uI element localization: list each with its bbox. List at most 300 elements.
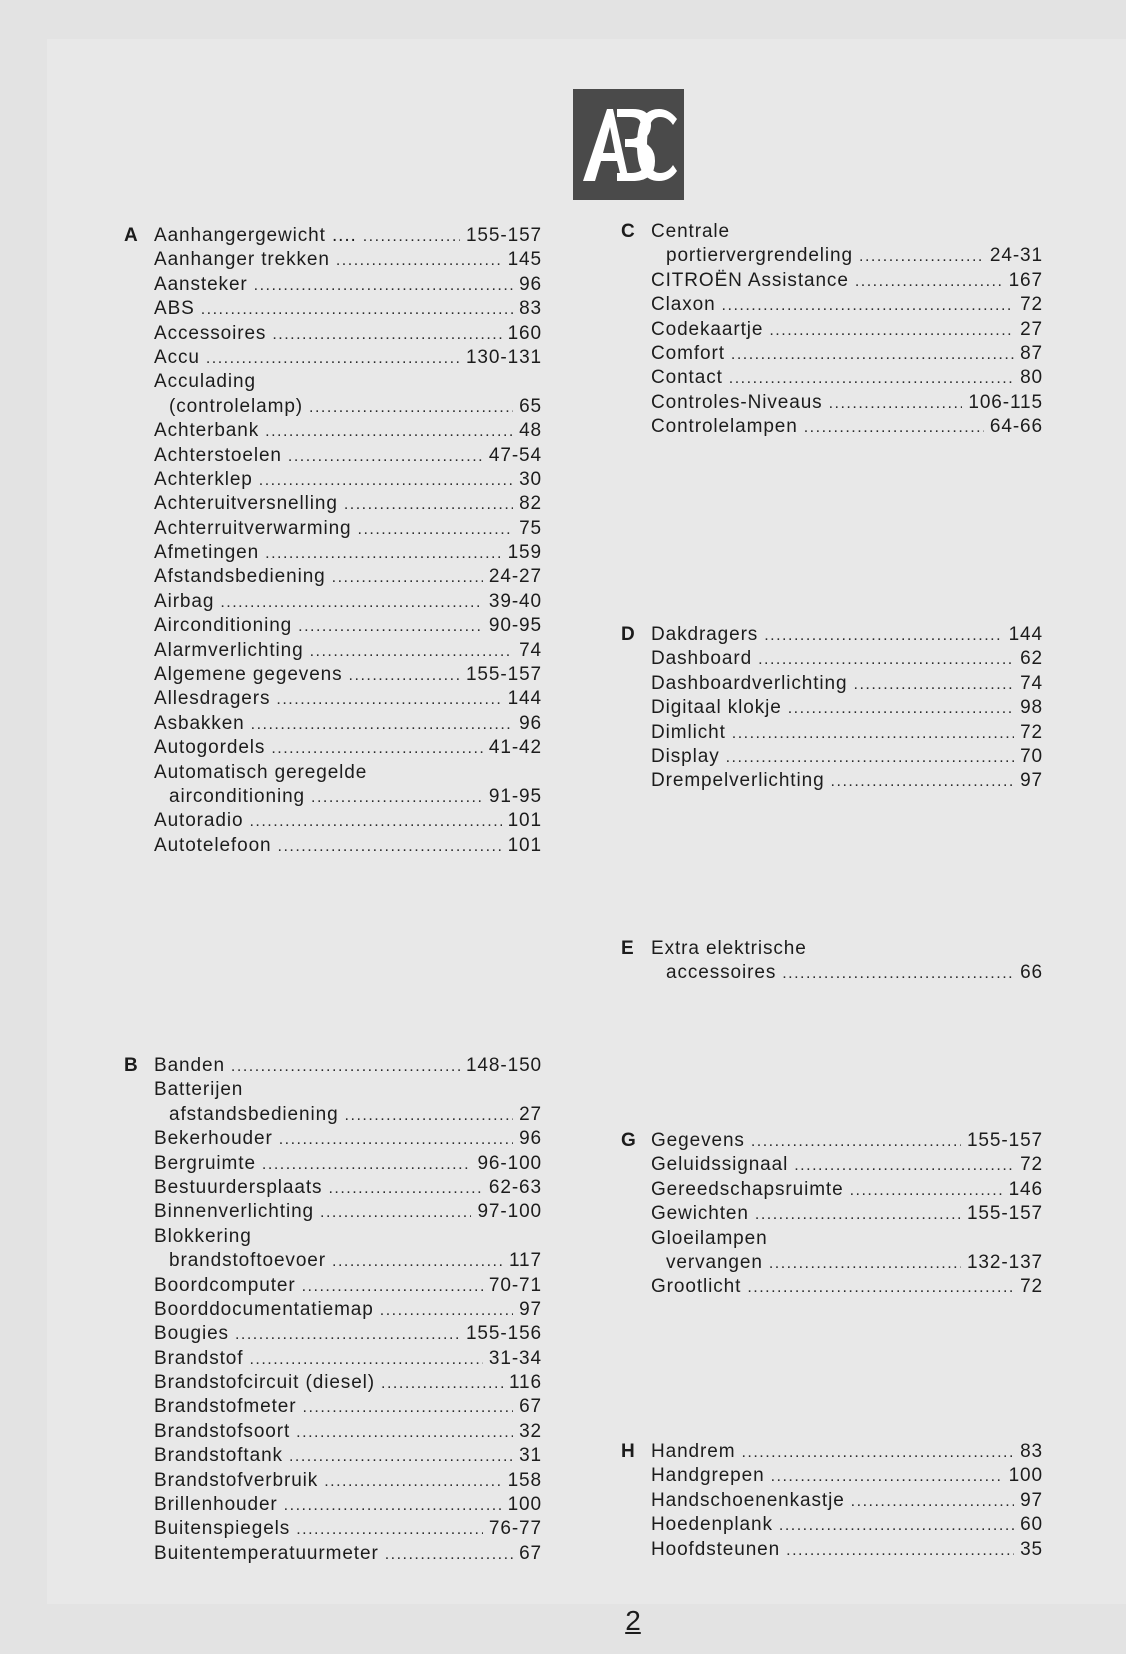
index-entry [154, 639, 542, 663]
section-letter: G [621, 1130, 636, 1151]
index-entry [154, 419, 542, 443]
entry-row [651, 745, 1043, 769]
entry-label: Alarmverlichting [154, 639, 304, 661]
index-entry [154, 248, 542, 272]
entry-label: Handrem [651, 1441, 736, 1462]
entry-label: Airconditioning [154, 615, 293, 637]
index-entry [154, 444, 542, 468]
entry-label: Buitenspiegels [154, 1518, 291, 1540]
entry-page: 144 [507, 688, 542, 710]
entry-page: 100 [1008, 1465, 1043, 1487]
dot-leader [284, 1494, 502, 1518]
page-number: 2 [625, 1605, 641, 1636]
entry-row [154, 1444, 542, 1468]
entry-label: Hoedenplank [651, 1514, 773, 1536]
dot-leader [769, 1252, 961, 1276]
entry-row [154, 1347, 542, 1371]
entry-page: 27 [519, 1103, 542, 1125]
dot-leader [788, 697, 1014, 721]
dot-leader [831, 770, 1015, 794]
entry-row [651, 415, 1043, 439]
entry-row [154, 736, 542, 760]
entry-label: Achterruitverwarming [154, 517, 352, 539]
index-entry [651, 937, 1043, 986]
entry-label: Autotelefoon [154, 834, 272, 856]
index-entry [651, 1440, 1043, 1464]
entry-label: Gereedschapsruimte [651, 1178, 844, 1200]
entry-sublabel: airconditioning [169, 785, 306, 807]
section-entries [651, 623, 1043, 794]
entry-label: Dakdragers [651, 624, 759, 645]
entry-row [154, 1176, 542, 1200]
entry-page: 96-100 [477, 1152, 542, 1174]
dot-leader [296, 1518, 483, 1542]
entry-row [154, 1322, 542, 1346]
index-entry [154, 1274, 542, 1298]
index-entry [154, 1298, 542, 1322]
index-entry [154, 468, 542, 492]
dot-leader [747, 1276, 1014, 1300]
section-entries [651, 1440, 1043, 1562]
index-entry [154, 761, 542, 810]
entry-sublabel: vervangen [666, 1251, 763, 1273]
entry-page: 31 [519, 1445, 542, 1467]
index-entry [154, 322, 542, 346]
dot-leader [296, 1421, 513, 1445]
entry-label: Bergruimte [154, 1152, 256, 1174]
entry-row [651, 647, 1043, 671]
dot-leader [298, 615, 483, 639]
entry-row [154, 1200, 542, 1224]
entry-label: Blokkering [154, 1225, 252, 1247]
entry-row [154, 346, 542, 370]
entry-sublabel: (controlelamp) [169, 395, 304, 417]
entry-page: 101 [507, 810, 542, 832]
entry-row [154, 273, 542, 297]
entry-page: 96 [519, 273, 542, 295]
entry-page: 24-27 [488, 566, 542, 588]
entry-page: 72 [1020, 721, 1043, 743]
entry-page: 97 [519, 1298, 542, 1320]
entry-row [154, 663, 542, 687]
dot-leader [272, 323, 501, 347]
index-entry [154, 834, 542, 858]
dot-leader [309, 396, 513, 420]
index-entry [154, 1493, 542, 1517]
entry-page: 155-157 [465, 225, 542, 246]
entry-label: Buitentemperatuurmeter [154, 1542, 379, 1564]
entry-row [154, 370, 542, 394]
entry-label: Brillenhouder [154, 1494, 278, 1516]
index-entry [651, 672, 1043, 696]
index-entry [154, 663, 542, 687]
entry-label: Brandstoftank [154, 1445, 283, 1467]
entry-row [651, 672, 1043, 696]
dot-leader [320, 1201, 471, 1225]
index-entry [651, 721, 1043, 745]
entry-label: Achterstoelen [154, 444, 282, 466]
dot-leader [332, 566, 483, 590]
entry-label: Boorddocumentatiemap [154, 1298, 374, 1320]
entry-page: 132-137 [966, 1251, 1043, 1273]
entry-row [651, 1202, 1043, 1226]
entry-page: 91-95 [488, 785, 542, 807]
index-entry [651, 1227, 1043, 1276]
entry-label: Claxon [651, 294, 716, 316]
entry-label: Acculading [154, 371, 256, 393]
index-entry [651, 1464, 1043, 1488]
entry-row [651, 1227, 1043, 1251]
entry-page: 96 [519, 1128, 542, 1150]
dot-leader [279, 1128, 513, 1152]
entry-page: 48 [519, 420, 542, 442]
index-entry [154, 492, 542, 516]
dot-leader [782, 962, 1014, 986]
entry-label: Drempelverlichting [651, 770, 825, 792]
index-entry [651, 1153, 1043, 1177]
index-entry [154, 614, 542, 638]
index-entry [154, 297, 542, 321]
entry-label: Hoofdsteunen [651, 1538, 781, 1560]
section-letter: E [621, 938, 634, 959]
dot-leader [235, 1323, 460, 1347]
entry-label: Dimlicht [651, 721, 726, 743]
entry-row [154, 1103, 542, 1127]
entry-label: Airbag [154, 590, 215, 612]
entry-page: 30 [519, 468, 542, 490]
dot-leader [265, 420, 513, 444]
dot-leader [349, 664, 460, 688]
entry-label: Algemene gegevens [154, 664, 343, 686]
entry-row [651, 1440, 1043, 1464]
dot-leader [231, 1055, 460, 1079]
dot-leader [786, 1539, 1014, 1563]
entry-row [154, 834, 542, 858]
dot-leader [751, 1130, 961, 1154]
dot-leader [741, 1441, 1014, 1465]
entry-page: 130-131 [465, 346, 542, 368]
entry-page: 72 [1020, 1276, 1043, 1298]
dot-leader [381, 1372, 503, 1396]
dot-leader [249, 1348, 482, 1372]
entry-label: Geluidssignaal [651, 1154, 789, 1176]
index-page [47, 39, 1126, 1636]
index-entry [651, 366, 1043, 390]
dot-leader [201, 298, 513, 322]
index-entry [651, 623, 1043, 647]
entry-row [154, 785, 542, 809]
entry-row [154, 1127, 542, 1151]
entry-row [154, 761, 542, 785]
entry-label: Gegevens [651, 1130, 745, 1151]
entry-page: 66 [1020, 962, 1043, 984]
entry-label: Brandstofverbruik [154, 1469, 319, 1491]
entry-row [651, 721, 1043, 745]
entry-label: Display [651, 745, 720, 767]
abc-logo [573, 89, 684, 200]
section-entries [154, 224, 542, 858]
dot-leader [758, 648, 1014, 672]
entry-sublabel: portiervergrendeling [666, 245, 853, 267]
dot-leader [345, 1104, 514, 1128]
entry-label: Achterklep [154, 468, 253, 490]
dot-leader [859, 245, 984, 269]
entry-label: Achterbank [154, 420, 260, 442]
section-letter: B [124, 1055, 138, 1076]
entry-label: Dashboard [651, 648, 753, 670]
entry-row [154, 224, 542, 248]
entry-row [651, 318, 1043, 342]
index-entry [154, 565, 542, 589]
entry-page: 75 [519, 517, 542, 539]
entry-page: 90-95 [488, 615, 542, 637]
entry-page: 70 [1020, 745, 1043, 767]
dot-leader [278, 835, 502, 859]
entry-row [154, 1274, 542, 1298]
entry-row [651, 342, 1043, 366]
entry-row [154, 1542, 542, 1566]
entry-label: Aanhangergewicht .... [154, 225, 357, 246]
entry-row [651, 1464, 1043, 1488]
dot-leader [764, 624, 1002, 648]
entry-row [651, 366, 1043, 390]
entry-row [154, 809, 542, 833]
entry-label: Afstandsbediening [154, 566, 326, 588]
dot-leader [324, 1470, 501, 1494]
entry-label: Extra elektrische [651, 938, 807, 959]
dot-leader [855, 270, 1003, 294]
entry-page: 98 [1020, 697, 1043, 719]
index-entry [154, 1469, 542, 1493]
entry-row [651, 1178, 1043, 1202]
entry-row [154, 444, 542, 468]
dot-leader [380, 1299, 513, 1323]
entry-page: 32 [519, 1420, 542, 1442]
entry-page: 67 [519, 1396, 542, 1418]
entry-label: Boordcomputer [154, 1274, 296, 1296]
entry-page: 144 [1008, 624, 1043, 645]
index-entry [154, 1322, 542, 1346]
dot-leader [358, 518, 514, 542]
entry-label: Bekerhouder [154, 1128, 273, 1150]
entry-row [154, 1469, 542, 1493]
entry-page: 72 [1020, 1154, 1043, 1176]
entry-row [651, 1153, 1043, 1177]
index-entry [154, 712, 542, 736]
entry-page: 67 [519, 1542, 542, 1564]
entry-label: Gewichten [651, 1203, 749, 1225]
entry-row [154, 712, 542, 736]
entry-page: 159 [507, 542, 542, 564]
entry-row [154, 687, 542, 711]
entry-label: Dashboardverlichting [651, 672, 848, 694]
entry-row [651, 696, 1043, 720]
entry-row [651, 269, 1043, 293]
dot-leader [829, 392, 963, 416]
entry-page: 101 [507, 834, 542, 856]
entry-row [651, 1251, 1043, 1275]
entry-page: 47-54 [488, 444, 542, 466]
entry-row [154, 419, 542, 443]
entry-label: Aanhanger trekken [154, 249, 330, 271]
index-entry [651, 647, 1043, 671]
entry-page: 83 [1020, 1441, 1043, 1462]
entry-label: Automatisch geregelde [154, 761, 368, 783]
entry-page: 148-150 [465, 1055, 542, 1076]
section-entries [651, 220, 1043, 440]
entry-row [651, 937, 1043, 961]
entry-row [651, 391, 1043, 415]
index-entry [651, 415, 1043, 439]
section-letter: D [621, 624, 635, 645]
entry-label: Centrale [651, 221, 731, 242]
dot-leader [289, 1445, 513, 1469]
entry-row [154, 1493, 542, 1517]
index-entry [154, 224, 542, 248]
entry-row [154, 541, 542, 565]
entry-label: Handgrepen [651, 1465, 765, 1487]
index-entry [651, 269, 1043, 293]
entry-label: Binnenverlichting [154, 1201, 314, 1223]
entry-row [154, 492, 542, 516]
dot-leader [732, 722, 1014, 746]
entry-page: 24-31 [989, 245, 1043, 267]
entry-label: Brandstofcircuit (diesel) [154, 1372, 376, 1394]
entry-page: 146 [1008, 1178, 1043, 1200]
entry-page: 83 [519, 298, 542, 320]
entry-page: 155-157 [966, 1203, 1043, 1225]
dot-leader [804, 416, 984, 440]
entry-row [154, 590, 542, 614]
entry-page: 76-77 [488, 1518, 542, 1540]
dot-leader [731, 343, 1014, 367]
dot-leader [854, 673, 1015, 697]
entry-page: 35 [1020, 1538, 1043, 1560]
dot-leader [310, 640, 514, 664]
dot-leader [336, 249, 502, 273]
entry-page: 97 [1020, 770, 1043, 792]
entry-row [154, 297, 542, 321]
entry-page: 160 [507, 322, 542, 344]
entry-page: 64-66 [989, 416, 1043, 438]
entry-page: 31-34 [488, 1347, 542, 1369]
index-entry [154, 1200, 542, 1224]
entry-page: 62-63 [488, 1176, 542, 1198]
dot-leader [794, 1154, 1014, 1178]
dot-leader [303, 1396, 514, 1420]
index-entry [651, 1275, 1043, 1299]
entry-row [651, 220, 1043, 244]
entry-page: 60 [1020, 1514, 1043, 1536]
entry-label: Afmetingen [154, 542, 260, 564]
dot-leader [311, 786, 483, 810]
index-entry [154, 1054, 542, 1078]
dot-leader [259, 469, 513, 493]
entry-page: 80 [1020, 367, 1043, 389]
index-entry [651, 769, 1043, 793]
dot-leader [265, 542, 501, 566]
entry-row [651, 1538, 1043, 1562]
section-entries [154, 1054, 542, 1566]
dot-leader [249, 810, 501, 834]
dot-leader [332, 1250, 503, 1274]
entry-row [154, 639, 542, 663]
entry-page: 155-156 [465, 1323, 542, 1345]
entry-row [154, 1078, 542, 1102]
entry-page: 62 [1020, 648, 1043, 670]
index-entry [154, 346, 542, 370]
abc-logo-icon [573, 89, 684, 200]
entry-row [154, 1298, 542, 1322]
entry-page: 106-115 [968, 391, 1043, 413]
entry-row [154, 1249, 542, 1273]
dot-leader [220, 591, 483, 615]
index-entry [154, 736, 542, 760]
entry-row [154, 1395, 542, 1419]
entry-row [154, 395, 542, 419]
entry-row [651, 1489, 1043, 1513]
entry-label: Bestuurdersplaats [154, 1176, 323, 1198]
index-entry [651, 1513, 1043, 1537]
entry-row [651, 244, 1043, 268]
index-entry [154, 1395, 542, 1419]
index-entry [154, 1127, 542, 1151]
entry-label: Codekaartje [651, 318, 764, 340]
index-entry [651, 318, 1043, 342]
entry-label: Allesdragers [154, 688, 271, 710]
entry-row [651, 1513, 1043, 1537]
entry-page: 116 [509, 1372, 542, 1394]
entry-row [154, 248, 542, 272]
entry-page: 97 [1020, 1489, 1043, 1511]
index-entry [651, 1538, 1043, 1562]
section-letter: C [621, 221, 635, 242]
entry-label: CITROËN Assistance [651, 269, 849, 291]
entry-row [154, 1420, 542, 1444]
entry-label: ABS [154, 298, 195, 320]
entry-page: 70-71 [488, 1274, 542, 1296]
dot-leader [251, 713, 513, 737]
entry-label: Brandstofmeter [154, 1396, 297, 1418]
dot-leader [328, 1177, 482, 1201]
index-entry [154, 590, 542, 614]
entry-page: 117 [509, 1250, 542, 1272]
index-entry [154, 541, 542, 565]
index-entry [154, 370, 542, 419]
entry-page: 167 [1008, 269, 1043, 291]
entry-label: Handschoenenkastje [651, 1489, 845, 1511]
entry-row [154, 322, 542, 346]
entry-label: Asbakken [154, 712, 245, 734]
entry-row [651, 1275, 1043, 1299]
index-entry [651, 696, 1043, 720]
entry-row [154, 1371, 542, 1395]
index-entry [651, 342, 1043, 366]
entry-row [651, 961, 1043, 985]
entry-row [651, 1129, 1043, 1153]
index-entry [651, 391, 1043, 415]
entry-label: Achteruitversnelling [154, 493, 338, 515]
entry-label: Bougies [154, 1323, 229, 1345]
entry-page: 155-157 [465, 664, 542, 686]
dot-leader [771, 1465, 1003, 1489]
entry-page: 74 [1020, 672, 1043, 694]
entry-page: 39-40 [488, 590, 542, 612]
dot-leader [276, 688, 501, 712]
index-entry [154, 1225, 542, 1274]
dot-leader [206, 347, 460, 371]
section-entries [651, 1129, 1043, 1300]
